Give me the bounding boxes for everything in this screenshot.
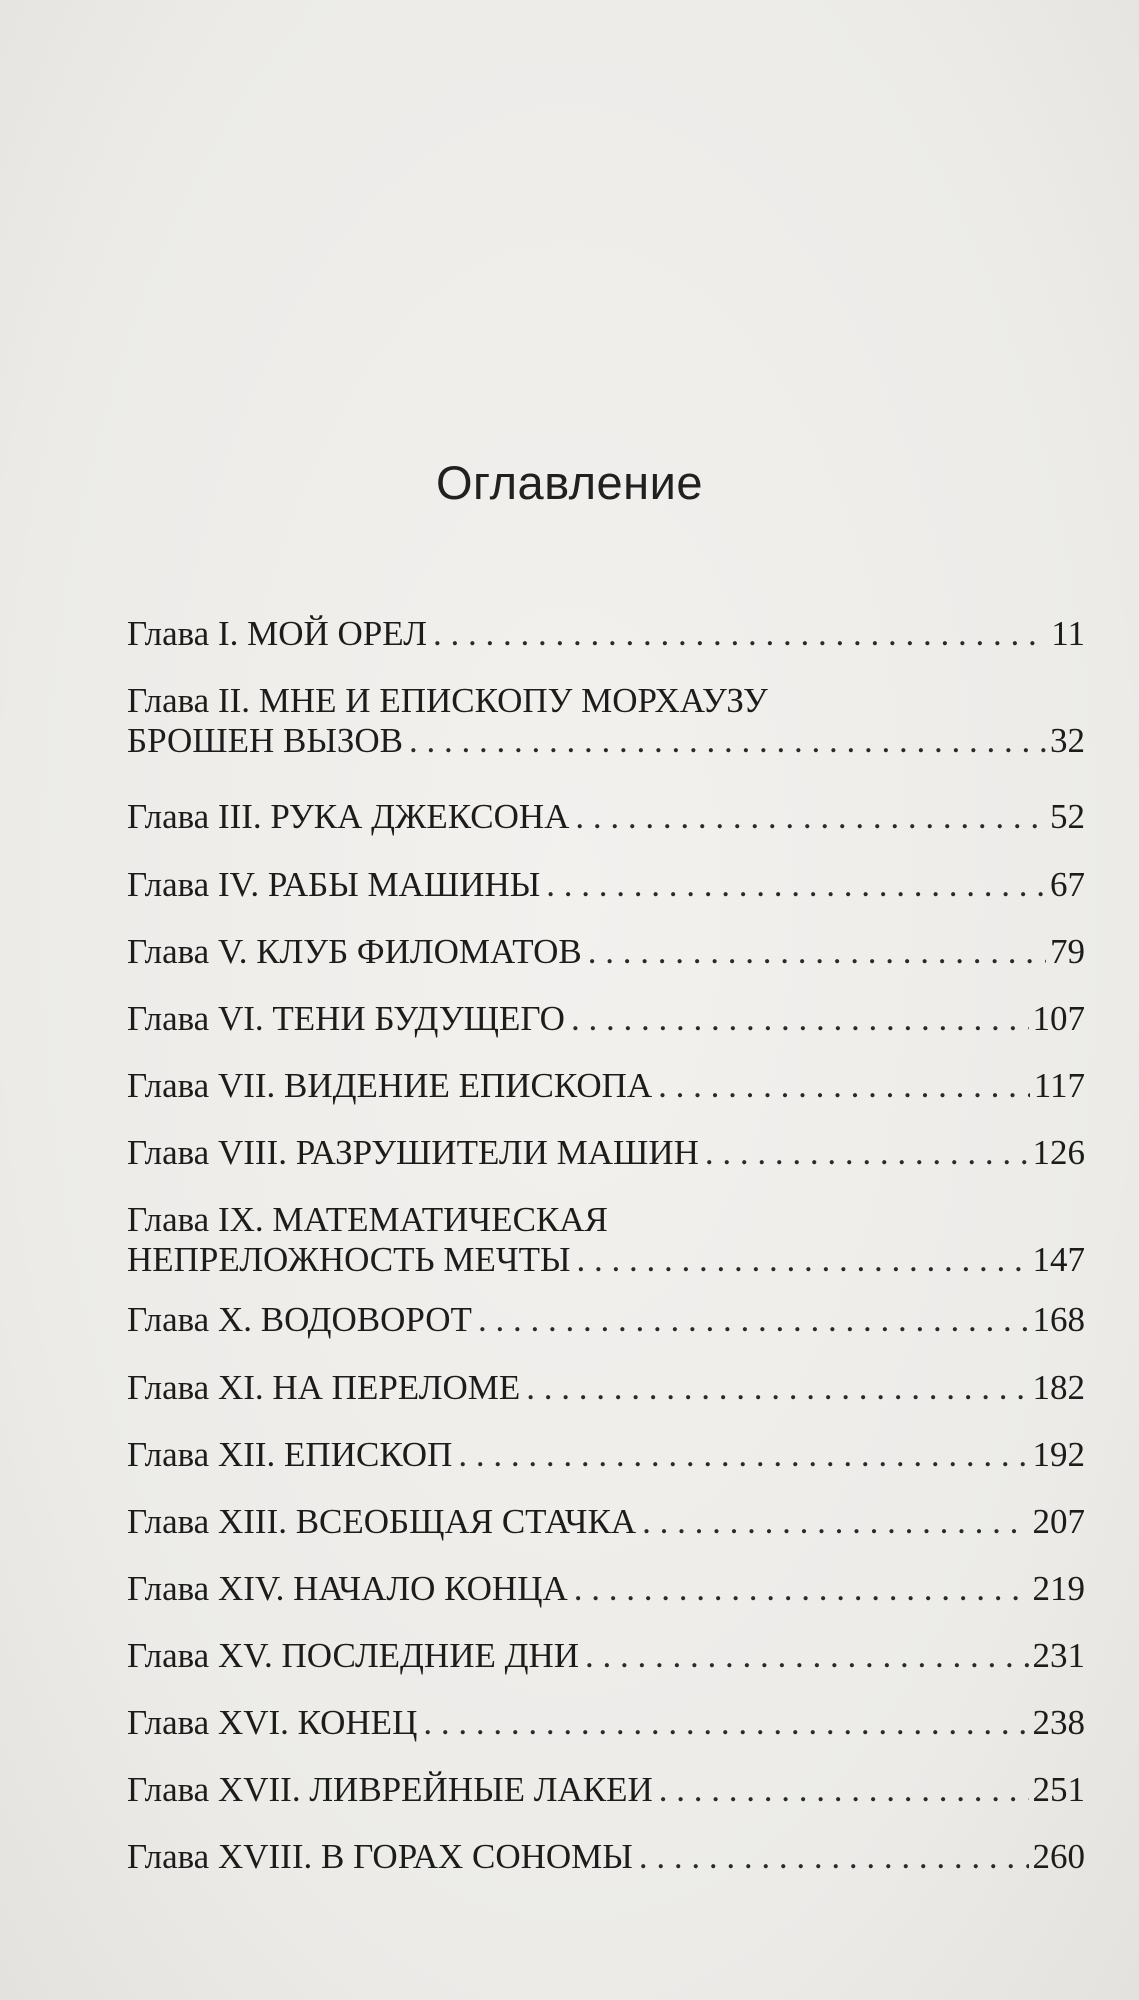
toc-entry-row — [127, 999, 1085, 1039]
toc-page-number: 192 — [1032, 1435, 1085, 1474]
dot-leader — [546, 865, 1046, 905]
toc-entry — [127, 1200, 1085, 1280]
toc-entry-row — [127, 1636, 1085, 1676]
page-title: Оглавление — [435, 456, 704, 509]
toc-entry — [127, 1133, 1085, 1173]
toc-entry — [127, 1368, 1085, 1408]
dot-leader — [478, 1300, 1029, 1340]
toc-entry-title: Глава I. МОЙ ОРЕЛ — [127, 614, 427, 653]
toc-page-number: 251 — [1032, 1770, 1085, 1809]
toc-entry-row — [127, 1300, 1085, 1340]
dot-leader — [574, 1569, 1029, 1609]
toc-entry-title: Глава IV. РАБЫ МАШИНЫ — [127, 865, 541, 904]
dot-leader — [577, 1240, 1029, 1280]
toc-entry-row — [127, 614, 1085, 654]
toc-entry-title: БРОШЕН ВЫЗОВ — [127, 721, 404, 760]
toc-entry — [127, 1502, 1085, 1542]
dot-leader — [642, 1502, 1028, 1542]
toc-page-number: 238 — [1032, 1703, 1085, 1742]
toc-entry — [127, 1770, 1085, 1810]
toc-entry-title: Глава XVIII. В ГОРАХ СОНОМЫ — [127, 1837, 633, 1876]
toc-page-number: 79 — [1050, 932, 1085, 971]
toc-entry-row — [127, 797, 1085, 837]
toc-entry-row — [127, 1368, 1085, 1408]
toc-entry — [127, 681, 1085, 761]
toc-entry-title: Глава XII. ЕПИСКОП — [127, 1435, 453, 1474]
toc-page-number: 231 — [1032, 1636, 1085, 1675]
toc-entry — [127, 932, 1085, 972]
toc-entry — [127, 1703, 1085, 1743]
toc-page-number: 52 — [1050, 797, 1085, 836]
toc-entry — [127, 999, 1085, 1039]
toc-entry-title: Глава XVII. ЛИВРЕЙНЫЕ ЛАКЕИ — [127, 1770, 653, 1809]
dot-leader — [658, 1066, 1030, 1106]
toc-entry-row — [127, 1133, 1085, 1173]
toc-entry — [127, 1569, 1085, 1609]
toc-entry-title: Глава XVI. КОНЕЦ — [127, 1703, 418, 1742]
toc-entry — [127, 1435, 1085, 1475]
toc-entry-title: Глава XI. НА ПЕРЕЛОМЕ — [127, 1368, 521, 1407]
toc-page-number: 126 — [1032, 1133, 1085, 1172]
dot-leader — [639, 1837, 1029, 1877]
toc-page-number: 11 — [1051, 614, 1085, 653]
dot-leader — [458, 1435, 1028, 1475]
toc-entry-row — [127, 1770, 1085, 1810]
toc-page-number: 168 — [1032, 1300, 1085, 1339]
dot-leader — [433, 614, 1047, 654]
dot-leader — [585, 1636, 1028, 1676]
toc-entry-row — [127, 721, 1085, 761]
dot-leader — [409, 721, 1046, 761]
toc-entry-title: Глава X. ВОДОВОРОТ — [127, 1300, 472, 1339]
toc-entry-title: Глава VI. ТЕНИ БУДУЩЕГО — [127, 999, 565, 1038]
toc-page-number: 32 — [1050, 721, 1085, 760]
toc-entry-title: Глава VIII. РАЗРУШИТЕЛИ МАШИН — [127, 1133, 699, 1172]
toc-entry-row — [127, 1703, 1085, 1743]
toc-entry-row — [127, 865, 1085, 905]
toc-entry-row — [127, 1435, 1085, 1475]
toc-entry — [127, 1837, 1085, 1877]
toc-page-number: 147 — [1032, 1240, 1085, 1279]
toc-entry — [127, 1066, 1085, 1106]
dot-leader — [571, 999, 1029, 1039]
toc-entry-row — [127, 1240, 1085, 1280]
toc-page-number: 67 — [1050, 865, 1085, 904]
toc-entry-title: Глава XIII. ВСЕОБЩАЯ СТАЧКА — [127, 1502, 637, 1541]
toc-entry-first-line: Глава II. МНЕ И ЕПИСКОПУ МОРХАУЗУ — [127, 681, 768, 720]
toc-entry — [127, 797, 1085, 837]
toc-entry-title: Глава XV. ПОСЛЕДНИЕ ДНИ — [127, 1636, 580, 1675]
dot-leader — [588, 932, 1046, 972]
toc-page-number: 219 — [1032, 1569, 1085, 1608]
toc-entry-title: Глава V. КЛУБ ФИЛОМАТОВ — [127, 932, 582, 971]
toc-entry-row — [127, 1502, 1085, 1542]
toc-entry — [127, 614, 1085, 654]
toc-entry — [127, 1300, 1085, 1340]
dot-leader — [705, 1133, 1029, 1173]
toc-page-number: 117 — [1033, 1066, 1085, 1105]
dot-leader — [423, 1703, 1028, 1743]
toc-entry-title: Глава VII. ВИДЕНИЕ ЕПИСКОПА — [127, 1066, 653, 1105]
toc-page-number: 207 — [1032, 1502, 1085, 1541]
dot-leader — [526, 1368, 1028, 1408]
toc-entry-row — [127, 1569, 1085, 1609]
toc-entry-title: Глава XIV. НАЧАЛО КОНЦА — [127, 1569, 568, 1608]
toc-entry-title: НЕПРЕЛОЖНОСТЬ МЕЧТЫ — [127, 1240, 571, 1279]
toc-page-number: 260 — [1032, 1837, 1085, 1876]
toc-entry-title: Глава III. РУКА ДЖЕКСОНА — [127, 797, 570, 836]
toc-page-number: 107 — [1032, 999, 1085, 1038]
toc-entry-row — [127, 1066, 1085, 1106]
toc-entry — [127, 865, 1085, 905]
dot-leader — [659, 1770, 1029, 1810]
toc-entry-row — [127, 932, 1085, 972]
toc-entry-row — [127, 1837, 1085, 1877]
dot-leader — [575, 797, 1046, 837]
toc-entry-first-line: Глава IX. МАТЕМАТИЧЕСКАЯ — [127, 1200, 608, 1239]
toc-page-number: 182 — [1032, 1368, 1085, 1407]
toc-entry — [127, 1636, 1085, 1676]
